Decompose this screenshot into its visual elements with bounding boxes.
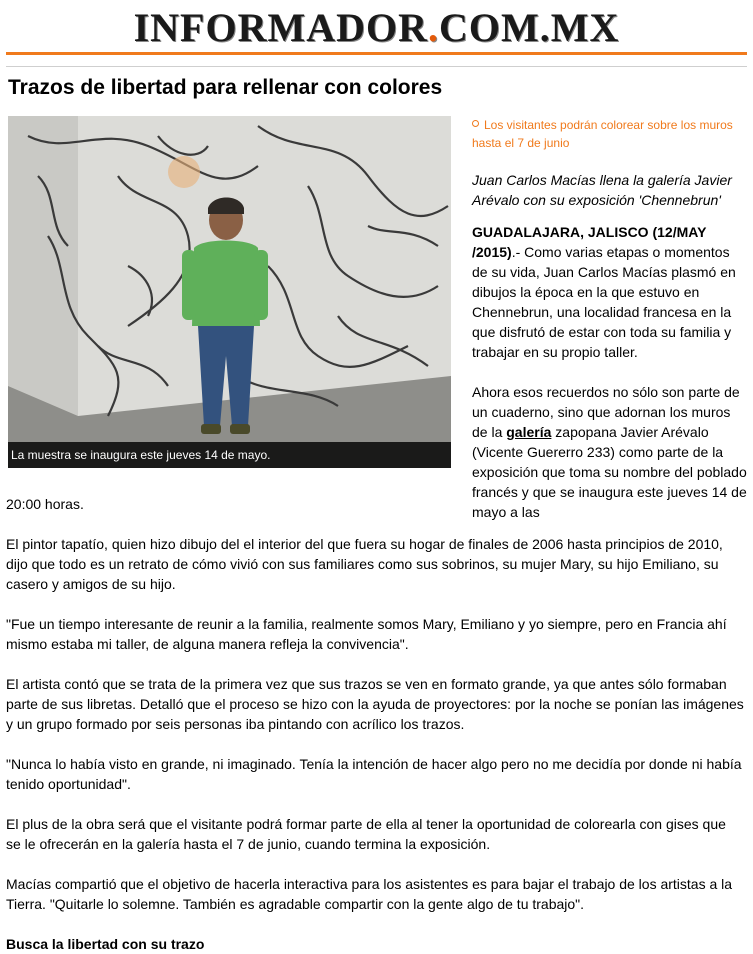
article-title: Trazos de libertad para rellenar con colores: [8, 76, 443, 99]
header-divider: [6, 52, 747, 55]
circle-bullet-icon: [472, 120, 479, 127]
title-divider: [6, 66, 747, 67]
paragraph-2-before: Ahora esos recuerdos no sólo son parte de un cuaderno, sino que adornan los muros de la: [472, 384, 740, 440]
logo-right: COM.MX: [439, 5, 620, 50]
galeria-link[interactable]: galería: [506, 424, 552, 440]
mural-image: [8, 116, 451, 468]
masthead: [0, 0, 753, 54]
article-subheading: Busca la libertad con su trazo: [6, 936, 205, 952]
paragraph-1: [472, 222, 748, 362]
logo-left: INFORMADOR: [133, 5, 428, 50]
paragraph-5: El artista contó que se trata de la primera vez que sus trazos se ven en formato grande, ya que antes sólo formaban parte de sus libretas. Detalló que el proceso se hizo con la ayuda de proyectores: por la noche se ponían las imágenes y un grupo formado por seis personas iba pintando con acrílico los trazos.: [6, 676, 744, 732]
paragraph-8: Macías compartió que el objetivo de hacerla interactiva para los asistentes es para bajar el trabajo de los artistas a la Tierra. "Quitarle lo solemne. También es agradable compartir con la gente algo de tu trabajo".: [6, 876, 733, 912]
photo-caption: La muestra se inaugura este jueves 14 de mayo.: [8, 442, 451, 468]
article-photo: [8, 116, 451, 468]
highlight: [472, 116, 748, 152]
article-sidebar: [472, 116, 748, 542]
paragraph-1-text: .- Como varias etapas o momentos de su vida, Juan Carlos Macías plasmó en dibujos la época en la que estuvo en Chennebrun, una localidad francesa en la que disfrutó de estar con toda su familia y trabajar en su propio taller.: [472, 244, 736, 360]
paragraph-4: "Fue un tiempo interesante de reunir a la familia, realmente somos Mary, Emiliano y yo siempre, pero en Francia ahí mismo estaba mi taller, de alguna manera refleja la convivencia".: [6, 616, 727, 652]
paragraph-6: "Nunca lo había visto en grande, ni imaginado. Tenía la intención de hacer algo pero no me decidía por donde ni había tenido oportunidad".: [6, 756, 742, 792]
logo-dot: .: [428, 5, 439, 50]
paragraph-2-continuation: 20:00 horas.: [6, 496, 84, 512]
article-body: [6, 494, 744, 954]
article-summary: Juan Carlos Macías llena la galería Javier Arévalo con su exposición 'Chennebrun': [472, 172, 732, 208]
dateline: GUADALAJARA, JALISCO (12/MAY /2015): [472, 224, 707, 260]
paragraph-7: El plus de la obra será que el visitante podrá formar parte de ella al tener la oportunidad de colorearla con gises que se le ofrecerán en la galería hasta el 7 de junio, cuando termina la exposición.: [6, 816, 726, 852]
article-body-top: [472, 222, 748, 522]
paragraph-2-after: zapopana Javier Arévalo (Vicente Guererro 233) como parte de la exposición que toma su nombre del poblado francés y que se inaugura este jueves 14 de mayo a las: [472, 424, 747, 520]
highlight-text: Los visitantes podrán colorear sobre los muros hasta el 7 de junio: [472, 118, 733, 150]
paragraph-3: El pintor tapatío, quien hizo dibujo del el interior del que fuera su hogar de finales de 2006 hasta principios de 2010, dijo que todo es un retrato de cómo vivió con sus familiares como sus sobrinos, su mujer Mary, su hijo Emiliano, su casero y amigos de su hijo.: [6, 536, 723, 592]
site-logo[interactable]: [0, 6, 753, 50]
